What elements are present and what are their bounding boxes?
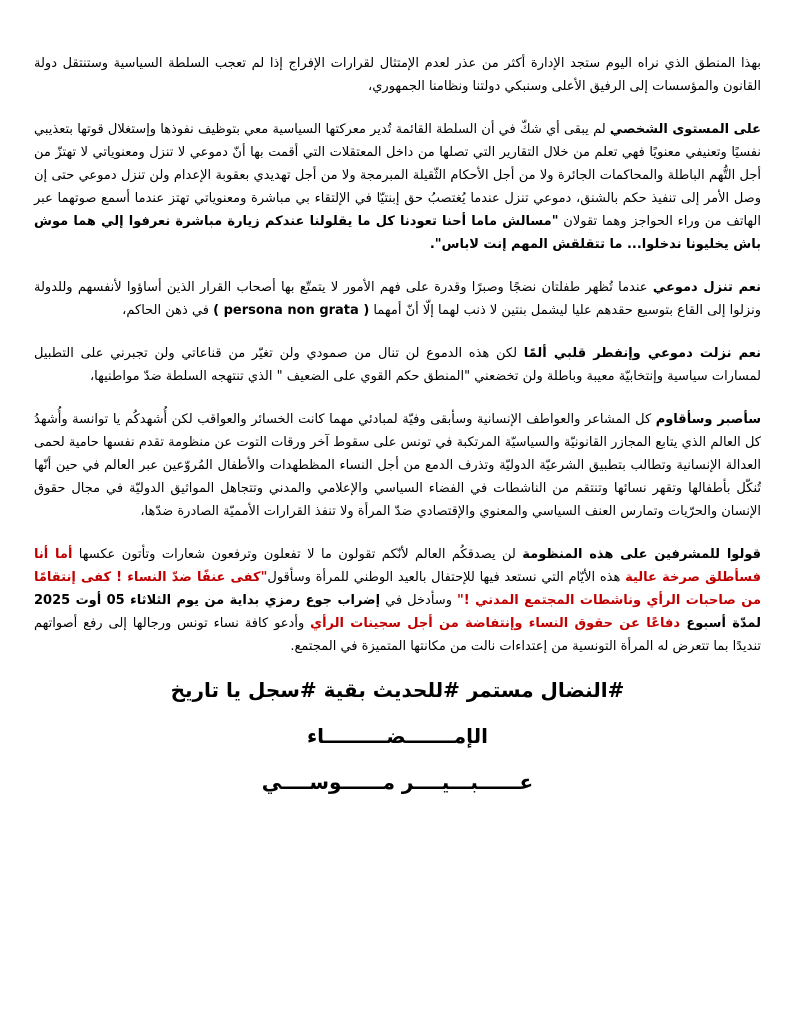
paragraph-6-lead: قولوا للمشرفين على هذه المنظومة (522, 547, 761, 562)
paragraph-5-text: كل المشاعر والعواطف الإنسانية وسأبقى وفيّة لمبادئي مهما كانت الخسائر والعواقب لكن أُشهدكُم يا توانسة وأُشهدُ كل العالم الذي يتابع المجازر القانونيّة والسياسيّة المرتكبة في تونس على سقوط آخر ورقات التوت عن منظومة تقدم نفسها حامية لحمى العدالة الإنسانية وتطالب بتطبيق الشرعيّة الدوليّة وتذرف الدمع من أجل النساء المظطهدات والأطفال المُروّعين عبر العالم في حين أنّها تُنكّل بأطفالها وتقهر نسائها وتنتقم من الناشطات في الفضاء السياسي والإعلامي والمدني وتتجاهل المواثيق الدوليّة في مجال حقوق الإنسان والحرّيات وتمارس العنف السياسي والمعنوي والإقتصادي ضدّ المرأة ولا تنفذ القرارات الأمميّة الصادرة ضدّها، (34, 412, 761, 519)
paragraph-6-text-2: هذه الأيّام التي نستعد فيها للإحتفال بالعيد الوطني للمرأة وسأقول (267, 570, 626, 585)
paragraph-4-text: لكن هذه الدموع لن تنال من صمودي ولن تغيّر من قناعاتي ولن تجبرني على التطبيل لمسارات سياسية وإنتخابيّة معيبة وباطلة ولن تخضعني "المنطق حكم القوي على الضعيف " الذي تنتهجه السلطة ضدّ مواطنيها، (34, 346, 761, 384)
signature-label: الإمـــــــضـــــــــاء (306, 724, 489, 748)
hashtags-line: #النضال مستمر #للحديث بقية #سجل يا تاريخ (170, 678, 625, 702)
paragraph-3-lead: نعم تنزل دموعي (652, 280, 761, 295)
paragraph-2-text: لم يبقى أي شكّ في أن السلطة القائمة تُدير معركتها السياسية معي بتوظيف نفوذها وإستغلال قوتها بتعذيبي نفسيًا وتعنيفي معنويًا فهي تعلم من خلال التقارير التي تصلها من داخل المعتقلات التي أقمت بها أنّ دموعي لا تنزل ومعنوياتي لا تهتزّ من أجل التُّهم الباطلة والمحاكمات الجائرة ولا من أجل الأحكام الثّقيلة المبرمجة ولا من أجل تهديدي بعقوبة الإعدام ولن تنزل دموعي حتى إن وصل الأمر إلى تنفيذ حكم بالشنق، دموعي تنزل عندما يُغتصبُ حق إبنتيّا في الإلتقاء بي مباشرة ومعنوياتي تهتز عندما أسمع صوتهما عبر الهاتف من وراء الحواجز وهما تقولان (34, 122, 761, 229)
persona-non-grata-text: ( persona non grata ) (213, 303, 370, 318)
paragraph-6-text-3: وسأدخل في (380, 593, 458, 608)
signature-name: عــــــبـــيــــر مــــــوســــي (261, 770, 534, 794)
paragraph-2-lead: على المستوى الشخصي (609, 122, 761, 137)
paragraph-1-text: بهذا المنطق الذي نراه اليوم ستجد الإدارة أكثر من عذر لعدم الإمتثال لقرارات الإفراج إذا لم تعجب السلطة السياسية وستنتقل دولة القانون والمؤسسات إلى الرفيق الأعلى وسنبكي دولتنا ونظامنا الجمهوري، (34, 56, 761, 94)
scream-statement: أما أنا فسأطلق صرخة عالية (34, 547, 761, 585)
paragraph-1 (34, 52, 761, 98)
paragraph-3-text: عندما تُظهر طفلتان نضجًا وصبرًا وقدرة على فهم الأمور لا يتمتّع بها أصحاب القرار الذين أساؤوا لأنفسهم وللدولة ونزلوا إلى القاع بتوسيع حقدهم عليا ليشمل بنتين لا ذنب لهما إلّا أنّ أمهما (34, 280, 761, 318)
paragraph-4 (34, 342, 761, 388)
slogan-statement: "كفى عنفًا ضدّ النساء ! كفى إنتقامًا من صاحبات الرأي وناشطات المجتمع المدني !" (34, 570, 761, 608)
paragraph-3 (34, 276, 761, 322)
paragraph-6 (34, 543, 761, 658)
paragraph-5-lead: سأصبر وسأقاوم (655, 412, 761, 427)
paragraph-6-text-4: وأدعو كافة نساء تونس ورجالها إلى رفع أصواتهم تنديدًا بما تتعرض له المرأة التونسية من إعتداءات نالت من مكانتها المتميزة في المجتمع. (34, 616, 761, 654)
paragraph-6-text: لن يصدقكُم العالم لأنّكم تقولون ما لا تفعلون وترفعون شعارات وتأتون عكسها (72, 547, 523, 562)
paragraph-5 (34, 408, 761, 523)
paragraph-3-tail: في ذهن الحاكم، (122, 303, 214, 318)
paragraph-4-lead: نعم نزلت دموعي وإنفطر قلبي ألمًا (523, 346, 762, 361)
daughters-quote: "مسالش ماما أحنا تعودنا كل ما يقلولنا عندكم زيارة مباشرة نعرفوا إلي هما موش باش يخليونا ندخلوا... ما تتقلقش المهم إنت لاباس". (34, 214, 761, 252)
hunger-strike-statement: إضراب جوع رمزي بداية من يوم الثلاثاء 05 أوت 2025 لمدّة أسبوع (34, 593, 761, 631)
paragraph-2 (34, 118, 761, 256)
defense-statement: دفاعًا عن حقوق النساء وإنتفاضة من أجل سجينات الرأي (310, 616, 687, 631)
